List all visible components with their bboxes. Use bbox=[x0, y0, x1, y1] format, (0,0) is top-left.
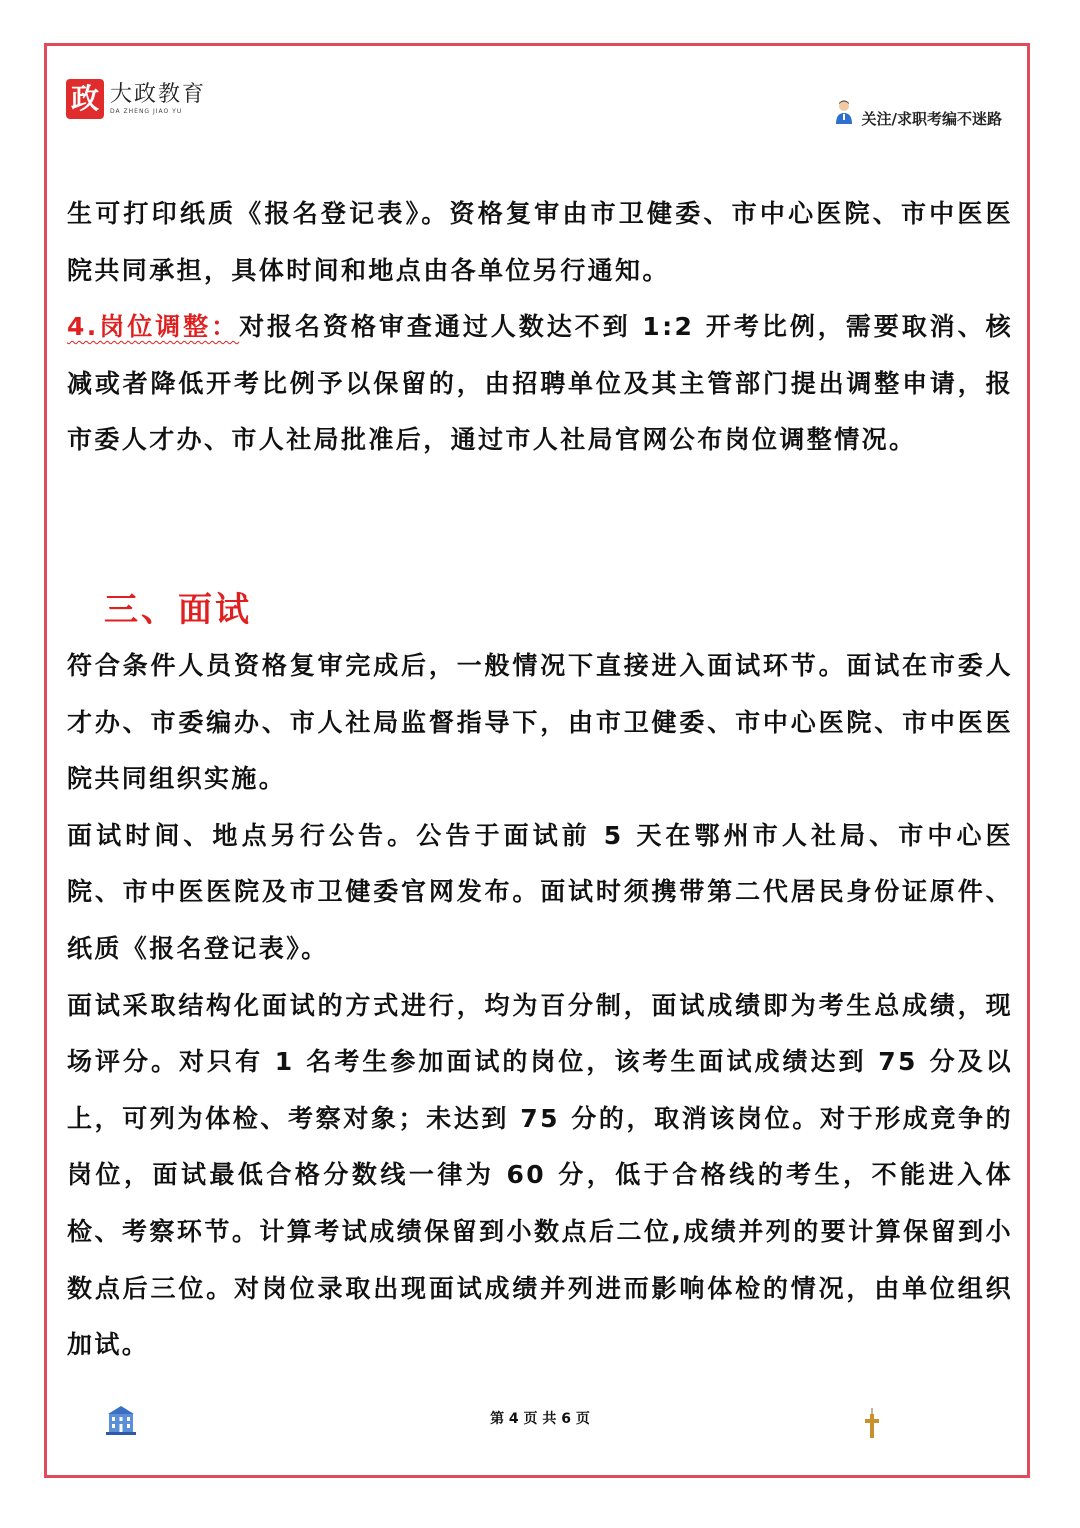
paragraph-position-adjustment bbox=[67, 299, 1013, 469]
paragraph-interview-time: 面试时间、地点另行公告。公告于面试前 5 天在鄂州市人社局、市中心医院、市中医医院及市卫健委官网发布。面试时须携带第二代居民身份证原件、纸质《报名登记表》。 bbox=[67, 820, 1013, 963]
page-number: 第 4 页 共 6 页 bbox=[490, 1411, 590, 1427]
paragraph-requalification: 生可打印纸质《报名登记表》。资格复审由市卫健委、市中心医院、市中医医院共同承担，具体时间和地点由各单位另行通知。 bbox=[67, 199, 1013, 285]
cross-pendant-icon bbox=[862, 1408, 882, 1440]
body-top bbox=[67, 186, 1013, 469]
person-icon bbox=[834, 99, 854, 125]
position-adjustment-label: 4.岗位调整： bbox=[67, 312, 240, 342]
logo-text bbox=[110, 82, 206, 116]
logo-name: 大政教育 bbox=[110, 82, 207, 107]
logo-mark: 政 bbox=[66, 79, 104, 119]
body-interview bbox=[67, 638, 1013, 1374]
position-adjustment-text: 对报名资格审查通过人数达不到 1:2 开考比例，需要取消、核减或者降低开考比例予以保留的，由招聘单位及其主管部门提出调整申请，报市委人才办、市人社局批准后，通过市人社局官网公布岗位调整情况。 bbox=[67, 312, 1013, 455]
follow-banner bbox=[834, 94, 1002, 129]
follow-text: 关注/求职考编不迷路 bbox=[861, 110, 1002, 128]
paragraph-interview-intro: 符合条件人员资格复审完成后，一般情况下直接进入面试环节。面试在市委人才办、市委编办、市人社局监督指导下，由市卫健委、市中心医院、市中医医院共同组织实施。 bbox=[67, 651, 1013, 794]
logo-subtitle: DA ZHENG JIAO YU bbox=[110, 108, 183, 115]
section-title-interview: 三、面试 bbox=[104, 590, 252, 630]
brand-logo bbox=[66, 78, 206, 120]
paragraph-interview-scoring: 面试采取结构化面试的方式进行，均为百分制，面试成绩即为考生总成绩，现场评分。对只有 1 名考生参加面试的岗位，该考生面试成绩达到 75 分及以上，可列为体检、考察对象；未达到 75 分的，取消该岗位。对于形成竞争的岗位，面试最低合格分数线一律为 60 分，低于合格线的考生，不能进入体检、考察环节。计算考试成绩保留到小数点后二位,成绩并列的要计算保留到小数点后三位。对岗位录取出现面试成绩并列进而影响体检的情况，由单位组织加试。 bbox=[67, 990, 1013, 1360]
